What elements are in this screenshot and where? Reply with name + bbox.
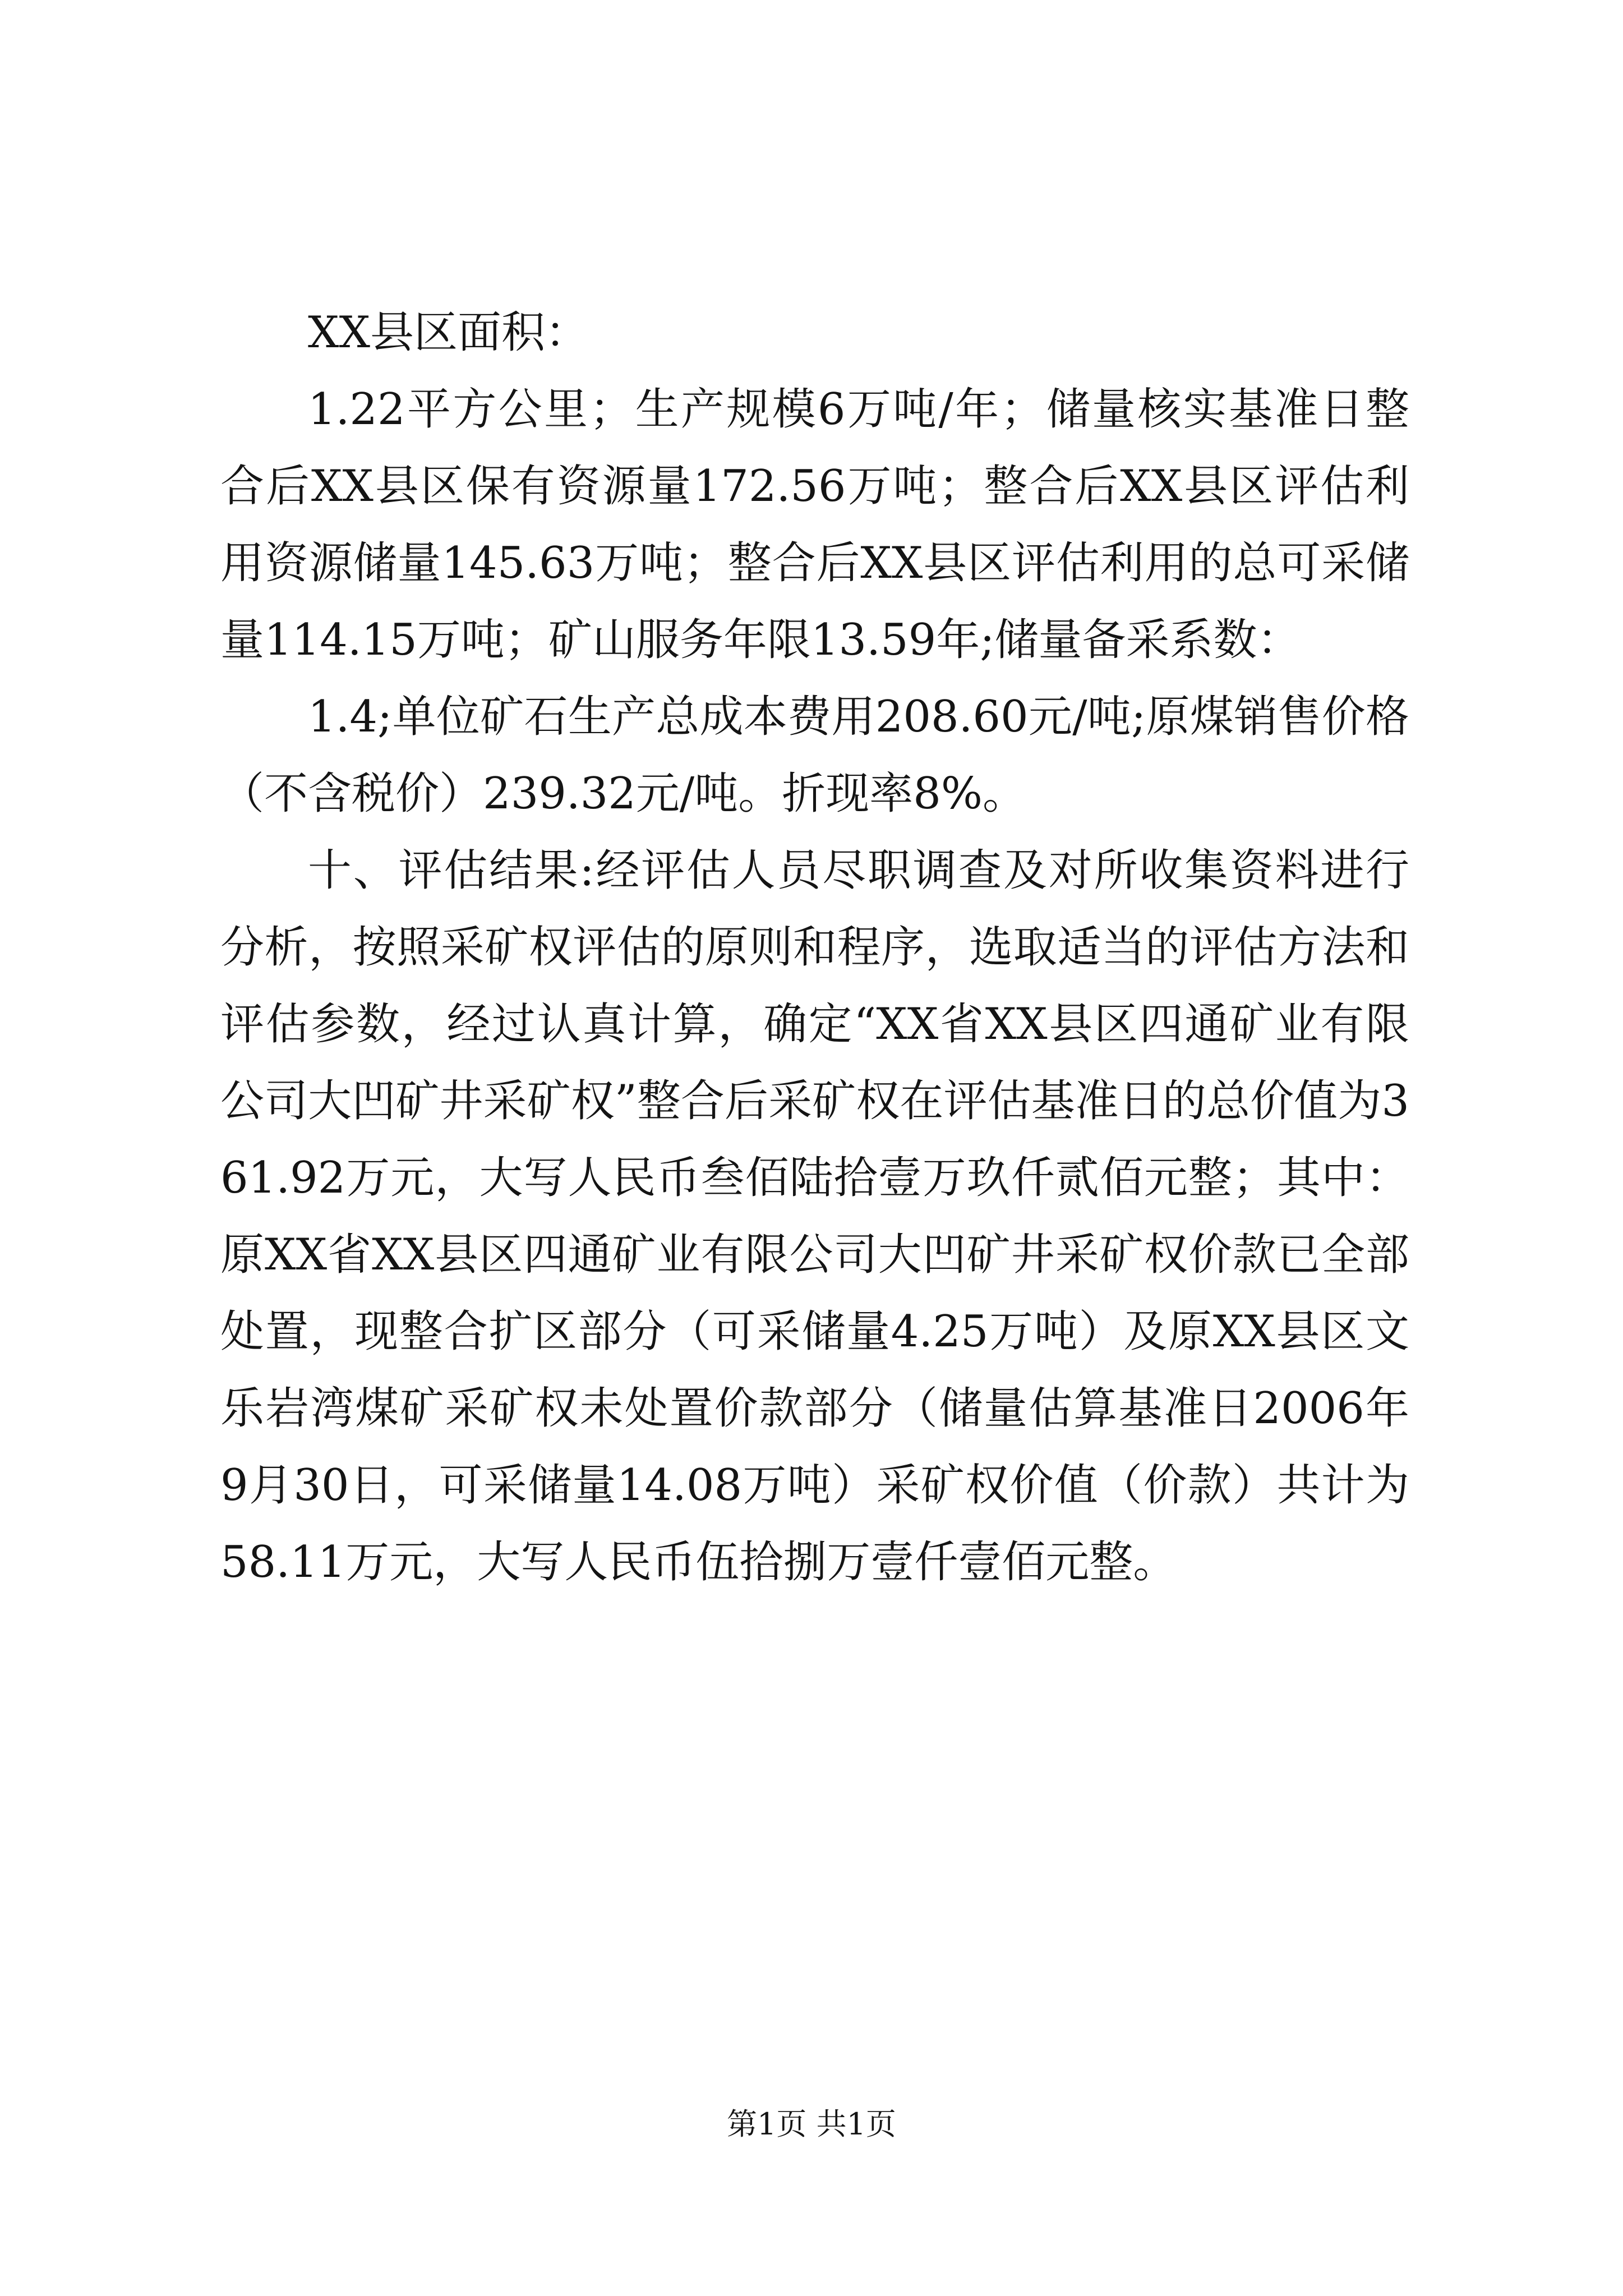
paragraph-cost-and-price: 1.4;单位矿石生产总成本费用208.60元/吨;原煤销售价格（不含税价）239.32元/吨。折现率8%。 [220, 692, 1409, 819]
document-body [220, 295, 1409, 1601]
paragraph-area-heading: XX县区面积： [308, 307, 589, 358]
paragraph-mine-parameters: 1.22平方公里；生产规模6万吨/年；储量核实基准日整合后XX县区保有资源量172.56万吨；整合后XX县区评估利用资源储量145.63万吨；整合后XX县区评估利用的总可采储量114.15万吨；矿山服务年限13.59年;储量备采系数： [220, 384, 1409, 665]
page-footer: 第1页 共1页 [727, 2106, 896, 2142]
paragraph-evaluation-result: 十、评估结果:经评估人员尽职调查及对所收集资料进行分析，按照采矿权评估的原则和程序，选取适当的评估方法和评估参数，经过认真计算，确定“XX省XX县区四通矿业有限公司大凹矿井采矿权”整合后采矿权在评估基准日的总价值为361.92万元，大写人民币叁佰陆拾壹万玖仟贰佰元整；其中：原XX省XX县区四通矿业有限公司大凹矿井采矿权价款已全部处置，现整合扩区部分（可采储量4.25万吨）及原XX县区文乐岩湾煤矿采矿权未处置价款部分（储量估算基准日2006年9月30日，可采储量14.08万吨）采矿权价值（价款）共计为58.11万元，大写人民币伍拾捌万壹仟壹佰元整。 [220, 845, 1409, 1588]
